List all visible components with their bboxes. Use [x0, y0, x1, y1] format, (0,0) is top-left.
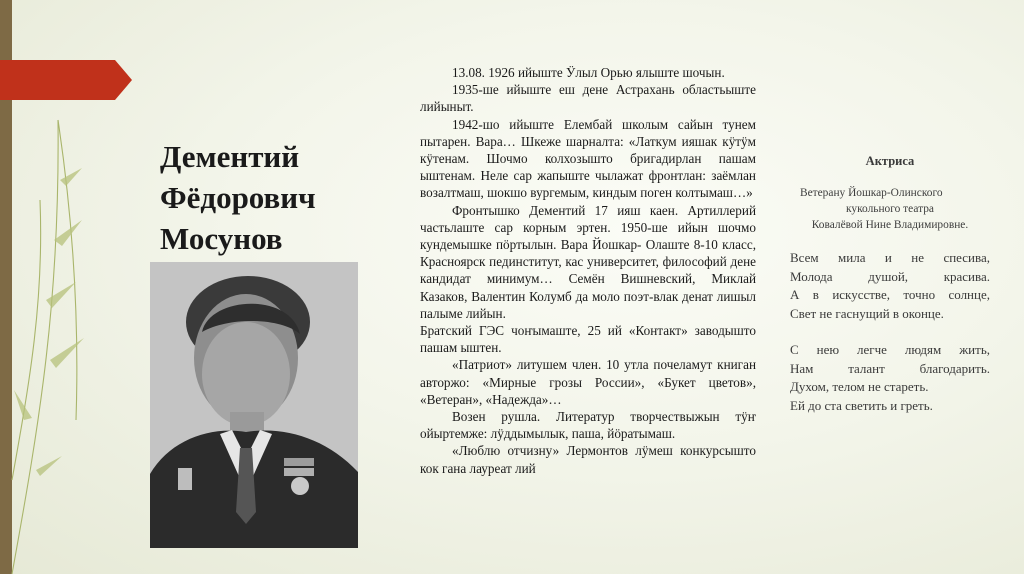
bio-paragraph: Фронтышко Дементий 17 ияш каен. Артиллерий частьлаште сар корным эртен. 1950-ше ийын шочмо кундемышке пӧртылын. Вара Йошкар- Олаште 8-10 класс, Красноярск пединститут, кас университет, философий дене кандидат минимум… Семён Вишневский, Миклай Казаков, Валентин Колумб да моло поэт-влак денат лишыл палыме лийын. — [420, 202, 756, 321]
poem-stanza — [790, 341, 990, 415]
bio-paragraph: «Патриот» литушем член. 10 утла почеламут книган авторжо: «Мирные грозы России», «Букет цветов», «Ветеран», «Надежда»… — [420, 357, 756, 407]
poem-line: Духом, телом не стареть. — [790, 379, 929, 394]
dedication-line: Ветерану Йошкар-Олинского — [800, 187, 943, 199]
bio-paragraph: Возен рушла. Литератур творчествыжын тӱҥ ойыртемже: лӱддымылык, паша, йӧратымаш. — [420, 409, 756, 442]
name-surname: Мосунов — [160, 221, 283, 256]
bio-paragraph: Братский ГЭС чоҥымаште, 25 ий «Контакт» заводышто пашам ыштен. — [420, 323, 756, 356]
dedication-line: кукольного театра — [846, 203, 934, 215]
poem-line: Молода душой, красива. — [790, 268, 990, 284]
poem-line: А в искусстве, точно солнце, — [790, 287, 990, 302]
bio-paragraph: «Люблю отчизну» Лермонтов лӱмеш конкурсышто кок гана лауреат лий — [420, 443, 756, 476]
poem-line: Ей до ста светить и греть. — [790, 397, 933, 413]
poem-line: Свет не гаснущий в оконце. — [790, 305, 944, 321]
poem-line: Нам талант благодарить. — [790, 360, 990, 376]
person-name — [160, 136, 390, 259]
poem-line: С нею легче людям жить, — [790, 342, 990, 357]
poem-title: Актриса — [865, 154, 915, 168]
dedication-line: Ковалёвой Нине Владимировне. — [811, 219, 969, 231]
title-accent-tab — [0, 60, 132, 100]
portrait-photo — [150, 262, 358, 548]
name-patronymic: Фёдорович — [160, 180, 316, 215]
portrait-illustration — [150, 262, 358, 548]
biography-text — [420, 64, 756, 477]
bio-paragraph: 1942-шо ийыште Елембай школым сайын тунем пытарен. Вара… Шкеже шарналта: «Латкум ияшак кӱтӱм кӱтенам. Шочмо колхозышто бригадирлан пашам ыштенам. Неле сар жапыште чылажат фронтлан: заёмлан возалтмаш, шокшо вургемым, киндым поген колтымаш…» — [420, 116, 756, 201]
name-first: Дементий — [160, 139, 300, 174]
poem-block — [790, 154, 990, 415]
poem-stanza — [790, 249, 990, 323]
poem-line: Всем мила и не спесива, — [790, 250, 990, 265]
bio-paragraph: 1935-ше ийыште еш дене Астрахань областьыште лийыныт. — [420, 82, 756, 115]
bio-paragraph: 13.08. 1926 ийыште Ӱлыл Орью ялыште шочын. — [452, 65, 725, 80]
poem-dedication — [790, 185, 990, 233]
